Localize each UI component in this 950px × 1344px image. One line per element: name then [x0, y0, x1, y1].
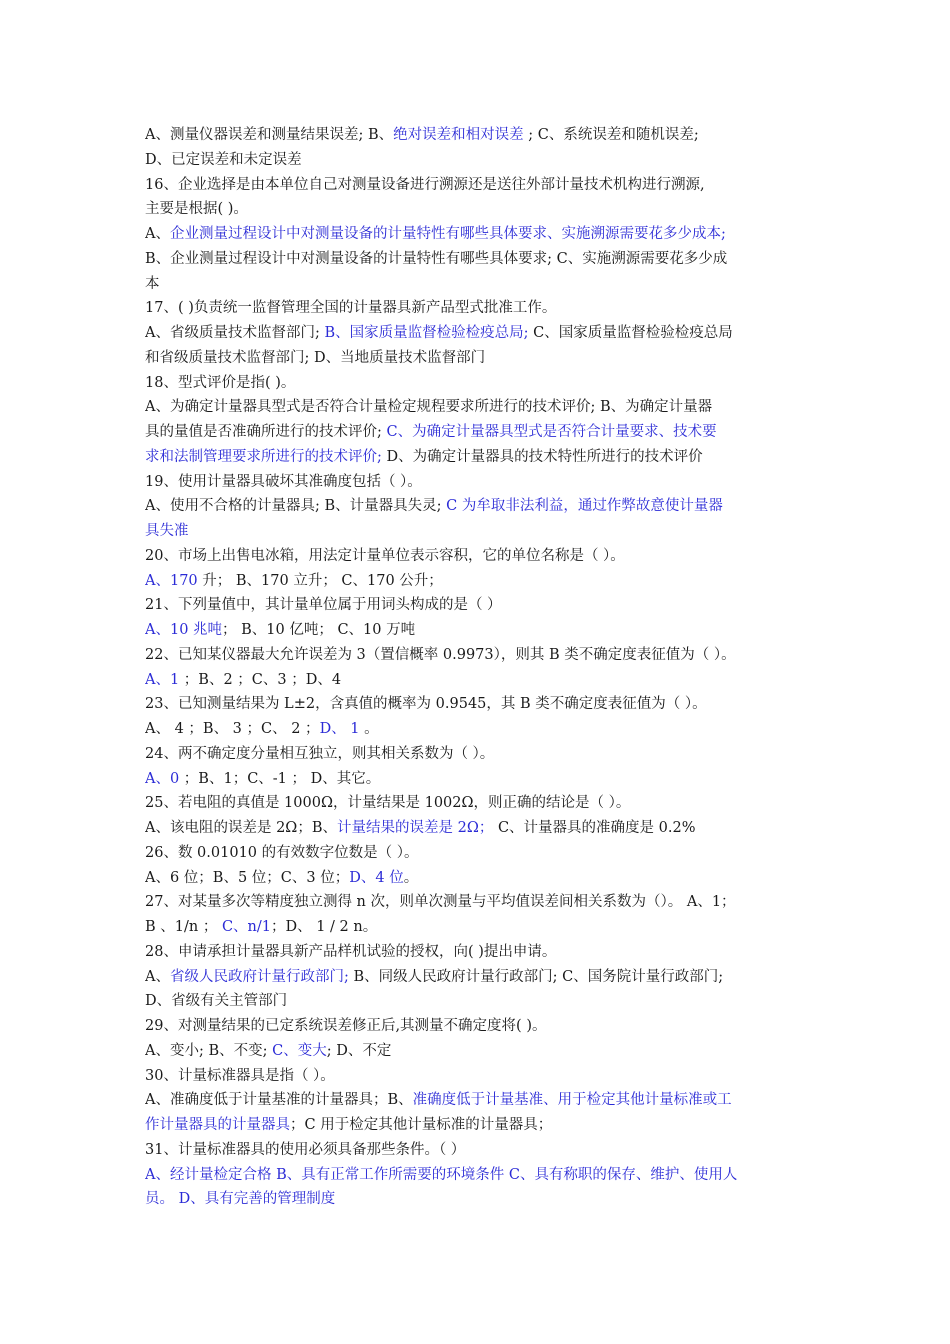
question-text: A、 4 ；B、 3 ；C、 2 ；	[145, 721, 320, 737]
text-line	[145, 791, 810, 816]
question-text: C、计量器具的准确度是 0.2%	[493, 820, 696, 836]
question-text: 22、已知某仪器最大允许误差为 3（置信概率 0.9973），则其 B 类不确定度表征值为（ ）。	[145, 646, 736, 663]
question-text: 和省级质量技术监督部门; D、当地质量技术监督部门	[145, 349, 486, 366]
question-text: 31、计量标准器具的使用必须具备那些条件。（ ）	[145, 1141, 466, 1158]
answer-text: A、0	[145, 770, 180, 787]
text-line	[145, 1187, 810, 1212]
answer-text: C 为牟取非法利益，通过作弊故意使计量器	[446, 498, 723, 515]
text-line	[145, 470, 810, 495]
question-text: B 、1/n ；	[145, 919, 222, 935]
text-line	[145, 1113, 810, 1138]
answer-text: C、变大	[272, 1042, 327, 1059]
answer-text: 具失准	[145, 523, 189, 539]
text-line	[145, 618, 810, 643]
question-text: 29、对测量结果的已定系统误差修正后,其测量不确定度将( )。	[145, 1018, 547, 1034]
text-line	[145, 123, 810, 148]
text-line	[145, 816, 810, 841]
question-text: 26、数 0.01010 的有效数字位数是（ ）。	[145, 844, 419, 861]
answer-text: A、170	[145, 572, 198, 589]
answer-text: D、 1	[319, 721, 360, 737]
question-text: 19、使用计量器具破坏其准确度包括（ ）。	[145, 473, 422, 490]
answer-text: D、4 位	[349, 869, 404, 886]
answer-text: B、国家质量监督检验检疫总局;	[324, 325, 529, 341]
text-line	[145, 989, 810, 1014]
question-text: 28、申请承担计量器具新产品样机试验的授权，向( )提出申请。	[145, 943, 557, 960]
question-text: 23、已知测量结果为 L±2，含真值的概率为 0.9545，其 B 类不确定度表征值为（ ）。	[145, 696, 707, 713]
question-text: 本	[145, 275, 160, 292]
text-line	[145, 767, 810, 792]
question-text: B、企业测量过程设计中对测量设备的计量特性有哪些具体要求; C、实施溯源需要花多少成	[145, 250, 728, 267]
text-line	[145, 1014, 810, 1039]
answer-text: 计量结果的误差是 2Ω；	[336, 820, 494, 836]
text-line	[145, 742, 810, 767]
question-text: 21、下列量值中，其计量单位属于用词头构成的是（ ）	[145, 597, 502, 614]
text-line	[145, 494, 810, 519]
question-text: 20、市场上出售电冰箱，用法定计量单位表示容积，它的单位名称是（ ）。	[145, 547, 625, 564]
answer-text: C、为确定计量器具型式是否符合计量要求、技术要	[386, 424, 717, 440]
text-line	[145, 915, 810, 940]
question-text: 。	[403, 869, 419, 886]
question-text: 27、对某量多次等精度独立测得 n 次，则单次测量与平均值误差间相关系数为（）。 A、1；	[145, 894, 736, 911]
question-text: A、使用不合格的计量器具; B、计量器具失灵;	[145, 498, 447, 515]
text-line	[145, 544, 810, 569]
question-text: 17、( )负责统一监督管理全国的计量器具新产品型式批准工作。	[145, 300, 557, 317]
text-line	[145, 940, 810, 965]
question-text: 18、型式评价是指( )。	[145, 374, 296, 391]
question-text: A、	[145, 226, 170, 242]
text-line	[145, 692, 810, 717]
question-text: A、省级质量技术监督部门;	[145, 325, 325, 341]
text-line	[145, 519, 810, 544]
question-text: A、准确度低于计量基准的计量器具；B、	[145, 1092, 413, 1109]
text-line	[145, 965, 810, 990]
answer-text: 准确度低于计量基准、用于检定其他计量标准或工	[412, 1092, 732, 1109]
text-line	[145, 866, 810, 891]
question-text: ；C 用于检定其他计量标准的计量器具；	[290, 1117, 553, 1133]
question-text: B、同级人民政府计量行政部门; C、国务院计量行政部门;	[348, 968, 724, 985]
answer-text: 企业测量过程设计中对测量设备的计量特性有哪些具体要求、实施溯源需要花多少成本;	[169, 226, 726, 242]
text-line	[145, 841, 810, 866]
question-text: A、6 位；B、5 位；C、3 位；	[145, 869, 350, 886]
text-line	[145, 1163, 810, 1188]
question-text: A、为确定计量器具型式是否符合计量检定规程要求所进行的技术评价; B、为确定计量器	[145, 399, 713, 416]
text-line	[145, 569, 810, 594]
question-text: 25、若电阻的真值是 1000Ω，计量结果是 1002Ω，则正确的结论是（ ）。	[145, 795, 631, 812]
text-line	[145, 717, 810, 742]
question-text: 升； B、170 立升； C、170 公升；	[197, 572, 443, 589]
text-line	[145, 272, 810, 297]
question-text: D、已定误差和未定误差	[145, 151, 302, 168]
question-text: A、	[145, 968, 170, 985]
question-text: A、测量仪器误差和测量结果误差; B、	[145, 127, 394, 143]
text-line	[145, 890, 810, 915]
question-text: ； B、10 亿吨； C、10 万吨	[222, 622, 416, 638]
text-line	[145, 1088, 810, 1113]
question-text: 具的量值是否准确所进行的技术评价;	[145, 424, 387, 440]
text-line	[145, 197, 810, 222]
question-text: 。	[359, 721, 379, 737]
text-line	[145, 593, 810, 618]
question-text: C、国家质量监督检验检疫总局	[528, 325, 733, 341]
text-line	[145, 296, 810, 321]
question-text: ; D、不定	[326, 1042, 392, 1059]
question-text: 30、计量标准器具是指（ ）。	[145, 1067, 335, 1084]
text-line	[145, 148, 810, 173]
question-text: 24、两不确定度分量相互独立，则其相关系数为（ ）。	[145, 745, 495, 762]
answer-text: A、10 兆吨	[145, 622, 223, 638]
document-page	[145, 123, 810, 1212]
text-line	[145, 1064, 810, 1089]
question-text: ; C、系统误差和随机误差;	[523, 127, 699, 143]
text-line	[145, 371, 810, 396]
text-line	[145, 1138, 810, 1163]
text-line	[145, 321, 810, 346]
question-text: ；D、 1 / 2 n。	[270, 919, 378, 935]
question-text: D、省级有关主管部门	[145, 993, 288, 1010]
text-line	[145, 445, 810, 470]
text-line	[145, 173, 810, 198]
text-line	[145, 1039, 810, 1064]
answer-text: 省级人民政府计量行政部门;	[169, 968, 349, 985]
answer-text: A、1	[145, 671, 180, 688]
text-line	[145, 395, 810, 420]
text-line	[145, 668, 810, 693]
question-text: A、该电阻的误差是 2Ω；B、	[145, 820, 337, 836]
question-text: ；B、2 ；C、3 ；D、4	[179, 671, 342, 688]
question-text: D、为确定计量器具的技术特性所进行的技术评价	[381, 448, 703, 465]
question-text: 主要是根据( )。	[145, 201, 248, 218]
answer-text: 员。 D、具有完善的管理制度	[145, 1191, 336, 1208]
text-line	[145, 222, 810, 247]
text-line	[145, 247, 810, 272]
answer-text: 求和法制管理要求所进行的技术评价;	[145, 448, 382, 465]
text-line	[145, 643, 810, 668]
question-text: 16、企业选择是由本单位自己对测量设备进行溯源还是送往外部计量技术机构进行溯源,	[145, 176, 705, 193]
answer-text: C、n/1	[221, 919, 271, 935]
answer-text: 作计量器具的计量器具	[145, 1117, 290, 1133]
answer-text: 绝对误差和相对误差	[393, 127, 524, 143]
text-line	[145, 346, 810, 371]
question-text: A、变小; B、不变;	[145, 1042, 273, 1059]
text-line	[145, 420, 810, 445]
question-text: ；B、1；C、-1 ； D、其它。	[179, 770, 381, 787]
answer-text: A、经计量检定合格 B、具有正常工作所需要的环境条件 C、具有称职的保存、维护、使用人	[145, 1166, 738, 1183]
